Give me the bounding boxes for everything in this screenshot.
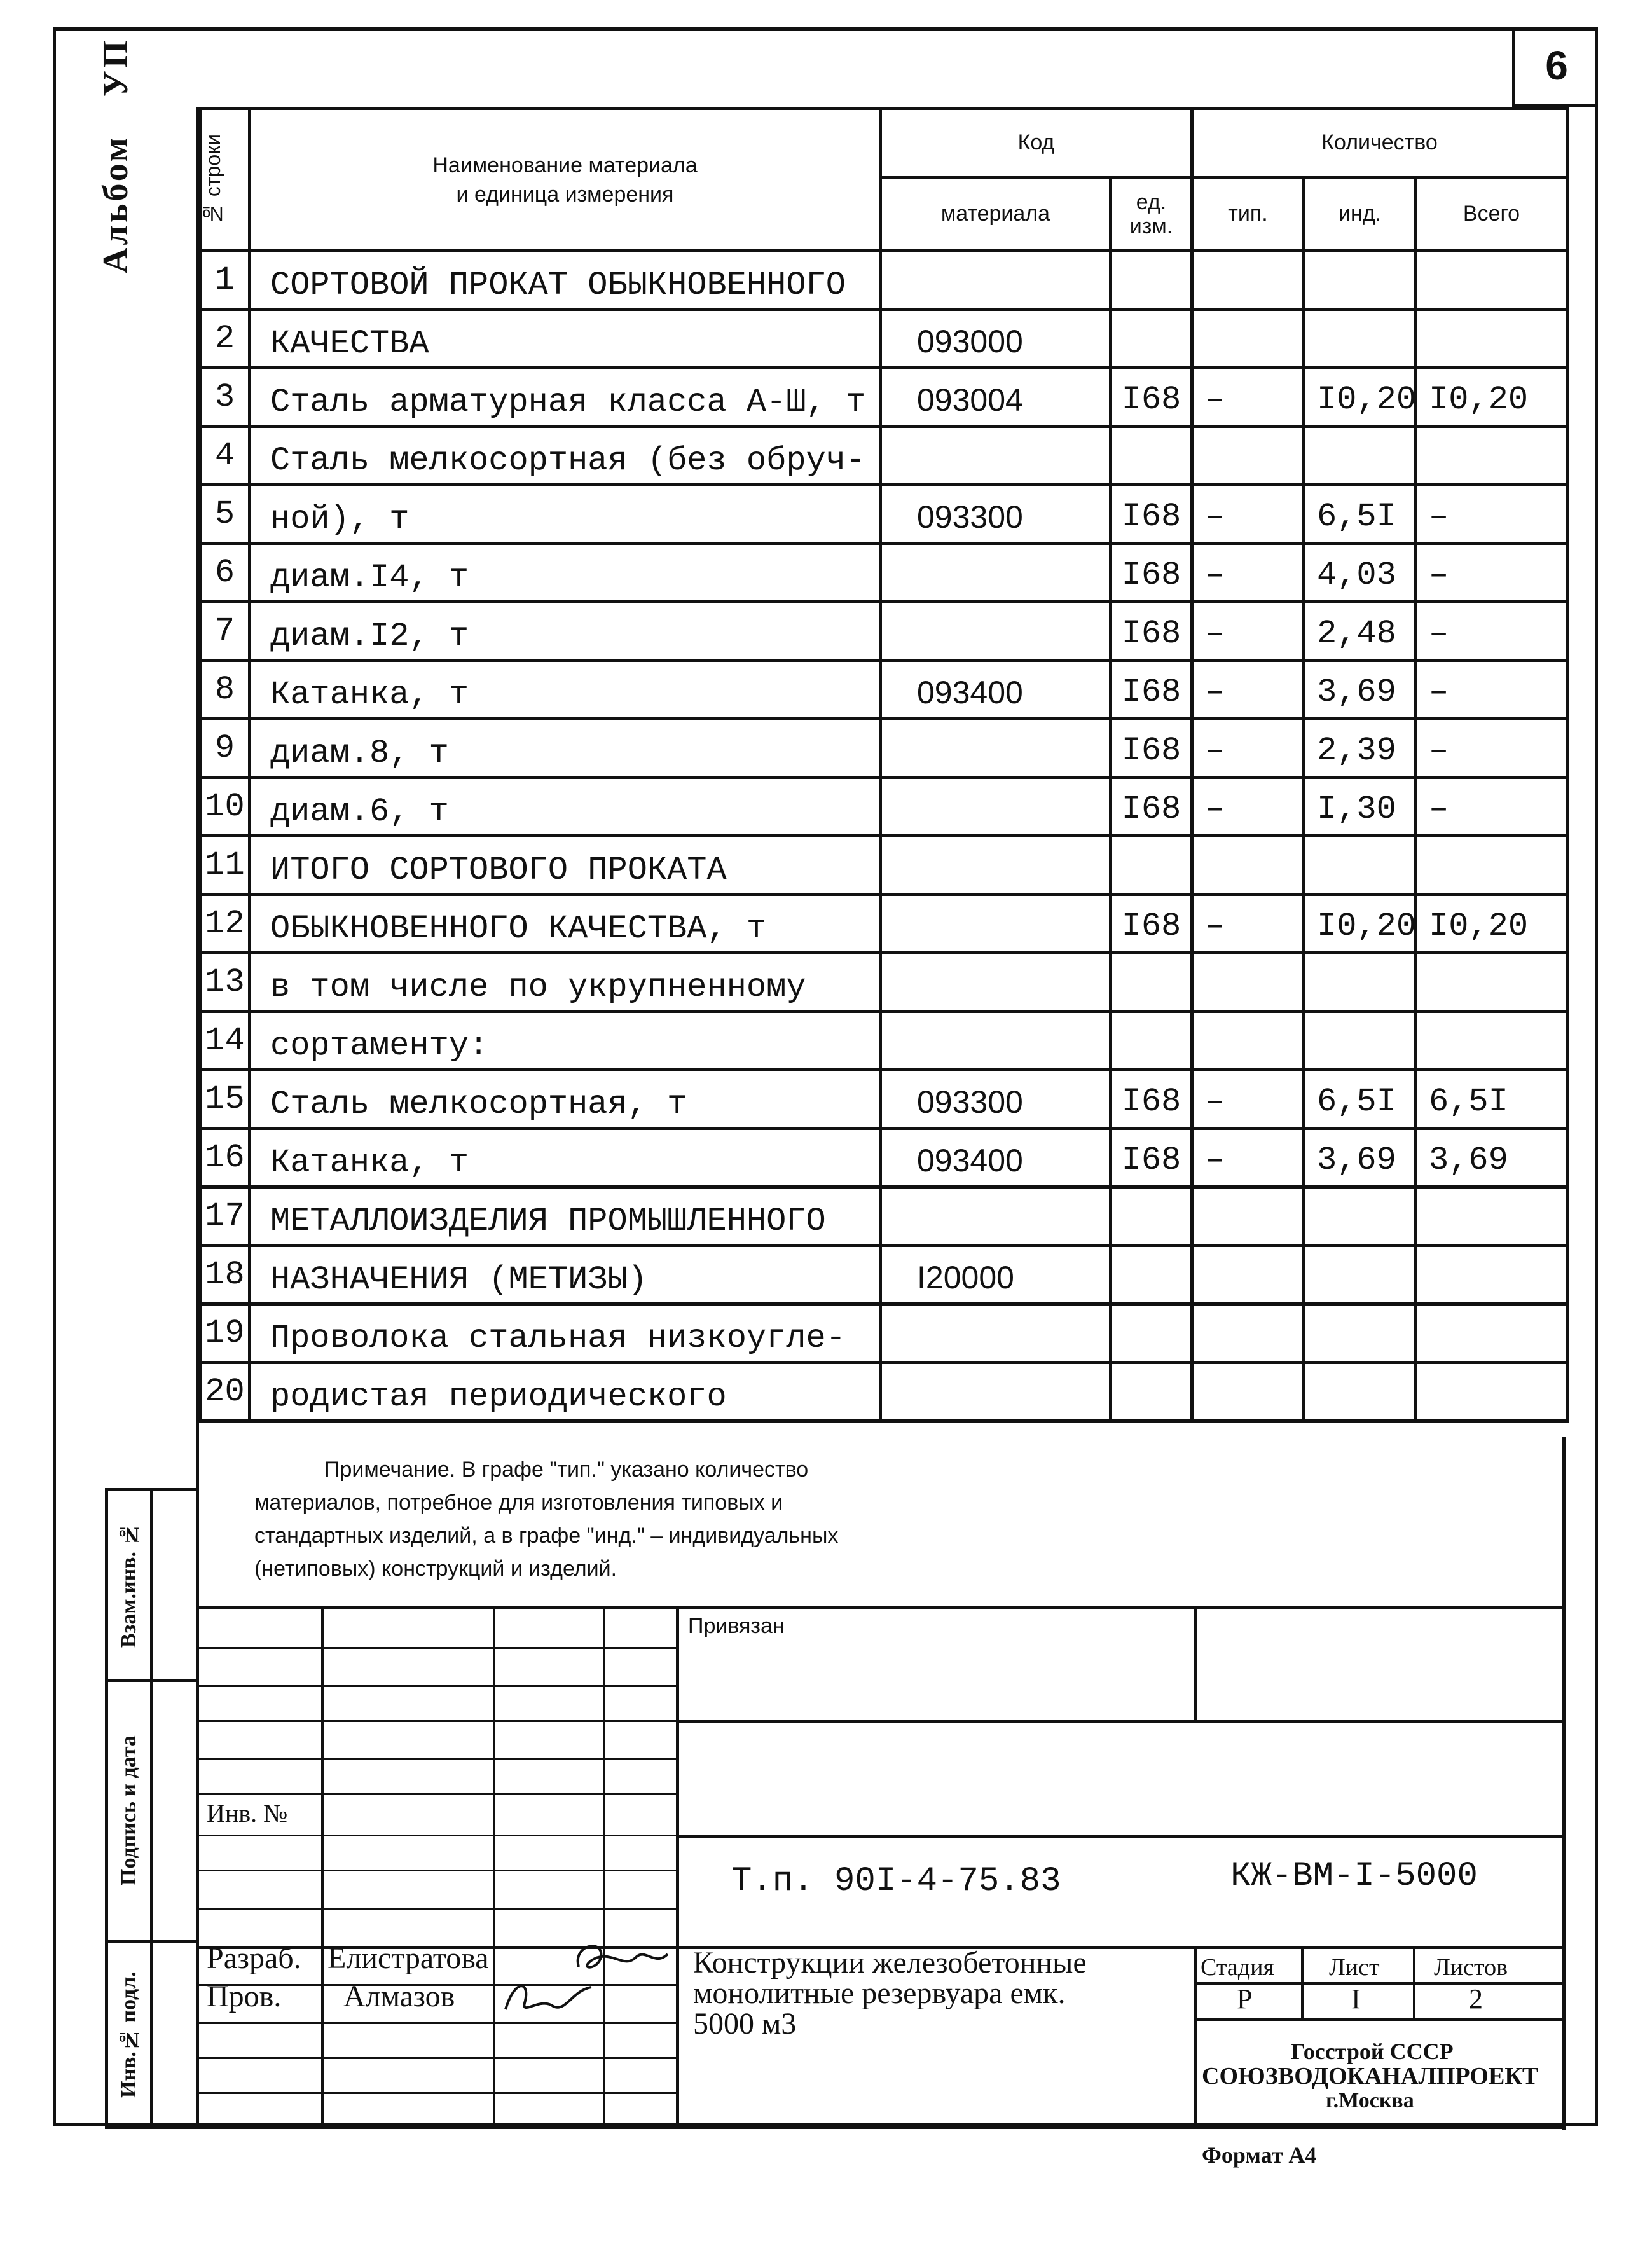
table-row (200, 1363, 1567, 1421)
org-line-1: Госстрой СССР (1291, 2039, 1454, 2064)
stamp-row (196, 1870, 678, 1871)
qty-total: 6,5I (1416, 1070, 1567, 1129)
table-row (200, 1129, 1567, 1187)
listov-label: Листов (1434, 1954, 1508, 1981)
qty-ind: 4,03 (1304, 544, 1416, 602)
qty-ind (1304, 1246, 1416, 1304)
table-row (200, 1246, 1567, 1304)
qty-total (1416, 1187, 1567, 1246)
header-qty-type: тип. (1192, 177, 1304, 251)
table-row (200, 1304, 1567, 1363)
material-name: в том числе по укрупненному (250, 953, 881, 1012)
stamp-row (196, 1793, 678, 1795)
header-quantity: Количество (1192, 109, 1567, 177)
title-line-1: Конструкции железобетонные (693, 1946, 1087, 1980)
stadia-value: Р (1237, 1983, 1253, 2015)
album-word: Альбом (96, 135, 135, 273)
table-row (200, 719, 1567, 778)
row-number: 20 (200, 1363, 250, 1421)
material-code: I20000 (881, 1246, 1111, 1304)
qty-ind: 2,39 (1304, 719, 1416, 778)
stamp-vline-1 (321, 1606, 324, 2127)
project-number: Т.п. 90I-4-75.83 (731, 1862, 1061, 1901)
qty-ind: 6,5I (1304, 1070, 1416, 1129)
qty-total: – (1416, 485, 1567, 544)
qty-ind (1304, 1012, 1416, 1070)
list-value: I (1351, 1983, 1361, 2015)
header-code-material: материала (881, 177, 1111, 251)
stamp-row (196, 1685, 678, 1687)
material-name: ИТОГО СОРТОВОГО ПРОКАТА (250, 836, 881, 895)
unit-code (1111, 427, 1192, 485)
stamp-vline-3 (603, 1606, 605, 2127)
material-name: диам.6, т (250, 778, 881, 836)
qty-ind (1304, 251, 1416, 310)
material-name: ной), т (250, 485, 881, 544)
prov-name: Алмазов (343, 1980, 455, 2013)
materials-table (198, 107, 1569, 1423)
qty-total: – (1416, 719, 1567, 778)
qty-ind: 3,69 (1304, 661, 1416, 719)
album-label (95, 38, 146, 273)
row-number: 18 (200, 1246, 250, 1304)
row-number: 10 (200, 778, 250, 836)
header-code: Код (881, 109, 1192, 177)
side-col-mid (150, 1488, 153, 2127)
note-line: материалов, потребное для изготовления типовых и (254, 1491, 783, 1515)
table-row (200, 1187, 1567, 1246)
qty-type: – (1192, 778, 1304, 836)
qty-total (1416, 1012, 1567, 1070)
material-code (881, 895, 1111, 953)
row-number: 16 (200, 1129, 250, 1187)
sheet-number: 6 (1512, 27, 1598, 107)
note-left-border (196, 107, 199, 2129)
material-code (881, 602, 1111, 661)
material-name: Катанка, т (250, 1129, 881, 1187)
material-code (881, 1304, 1111, 1363)
qty-type: – (1192, 485, 1304, 544)
note (254, 1453, 1094, 1585)
material-name: Сталь мелкосортная (без обруч- (250, 427, 881, 485)
unit-code (1111, 251, 1192, 310)
stamp-vline-4 (676, 1606, 679, 2127)
qty-type (1192, 836, 1304, 895)
qty-type (1192, 1304, 1304, 1363)
table-row (200, 836, 1567, 895)
side-label-inv-podl: Инв.№ подл. (117, 1971, 141, 2098)
note-line: (нетиповых) конструкций и изделий. (254, 1557, 617, 1581)
material-name: диам.I4, т (250, 544, 881, 602)
qty-ind (1304, 427, 1416, 485)
material-name: КАЧЕСТВА (250, 310, 881, 368)
table-row (200, 661, 1567, 719)
unit-code (1111, 1187, 1192, 1246)
row-number: 14 (200, 1012, 250, 1070)
qty-ind (1304, 1363, 1416, 1421)
org-line-3: г.Москва (1326, 2089, 1414, 2112)
table-row (200, 310, 1567, 368)
qty-ind (1304, 310, 1416, 368)
unit-code: I68 (1111, 368, 1192, 427)
qty-type (1192, 251, 1304, 310)
row-number: 2 (200, 310, 250, 368)
header-qty-ind: инд. (1304, 177, 1416, 251)
material-name: ОБЫКНОВЕННОГО КАЧЕСТВА, т (250, 895, 881, 953)
qty-type: – (1192, 895, 1304, 953)
unit-code: I68 (1111, 602, 1192, 661)
qty-total: – (1416, 602, 1567, 661)
material-name: НАЗНАЧЕНИЯ (МЕТИЗЫ) (250, 1246, 881, 1304)
unit-code: I68 (1111, 544, 1192, 602)
row-number: 8 (200, 661, 250, 719)
razrab-name: Елистратова (327, 1941, 489, 1975)
row-number: 6 (200, 544, 250, 602)
material-code (881, 719, 1111, 778)
qty-total (1416, 836, 1567, 895)
stamp-row (196, 2022, 678, 2024)
material-name: Катанка, т (250, 661, 881, 719)
qty-type: – (1192, 719, 1304, 778)
table-row (200, 485, 1567, 544)
qty-ind: 6,5I (1304, 485, 1416, 544)
stadia-label: Стадия (1201, 1954, 1274, 1981)
material-name: диам.8, т (250, 719, 881, 778)
qty-total: 3,69 (1416, 1129, 1567, 1187)
stamp-bottom (105, 2126, 1566, 2129)
material-code (881, 544, 1111, 602)
table-row (200, 953, 1567, 1012)
material-code (881, 251, 1111, 310)
inv-no-label: Инв. № (207, 1799, 288, 1828)
stamp-row (196, 1908, 678, 1910)
table-row (200, 1012, 1567, 1070)
unit-code (1111, 1363, 1192, 1421)
material-code: 093300 (881, 1070, 1111, 1129)
org-line-2: СОЮЗВОДОКАНАЛПРОЕКТ (1202, 2063, 1539, 2090)
qty-total: – (1416, 778, 1567, 836)
unit-code: I68 (1111, 895, 1192, 953)
side-col-div1 (105, 1679, 199, 1682)
privyazan-label: Привязан (688, 1614, 785, 1638)
razrab-label: Разраб. (207, 1941, 301, 1975)
album-number: УП (96, 38, 135, 97)
qty-ind: I0,20 (1304, 895, 1416, 953)
table-row (200, 427, 1567, 485)
qty-ind (1304, 1187, 1416, 1246)
title-line-2: монолитные резервуара емк. (693, 1976, 1066, 2010)
material-name: Сталь арматурная класса А-Ш, т (250, 368, 881, 427)
material-name: СОРТОВОЙ ПРОКАТ ОБЫКНОВЕННОГО (250, 251, 881, 310)
stamp-vline-2 (493, 1606, 495, 2127)
table-row (200, 778, 1567, 836)
row-number: 17 (200, 1187, 250, 1246)
unit-code: I68 (1111, 485, 1192, 544)
qty-ind: I0,20 (1304, 368, 1416, 427)
qty-total (1416, 251, 1567, 310)
table-row (200, 251, 1567, 310)
material-code (881, 836, 1111, 895)
side-label-podpis: Подпись и дата (117, 1735, 141, 1886)
row-number: 19 (200, 1304, 250, 1363)
qty-total (1416, 310, 1567, 368)
qty-ind (1304, 953, 1416, 1012)
qty-type: – (1192, 1070, 1304, 1129)
header-code-unit: ед. изм. (1111, 177, 1192, 251)
unit-code (1111, 310, 1192, 368)
unit-code (1111, 953, 1192, 1012)
material-code: 093400 (881, 661, 1111, 719)
table-row (200, 368, 1567, 427)
prov-label: Пров. (207, 1980, 282, 2013)
title-line-3: 5000 м3 (693, 2007, 797, 2041)
header-qty-total: Всего (1416, 177, 1567, 251)
qty-ind: 3,69 (1304, 1129, 1416, 1187)
stamp-row (196, 1647, 678, 1649)
qty-total: I0,20 (1416, 895, 1567, 953)
row-number: 4 (200, 427, 250, 485)
material-code: 093000 (881, 310, 1111, 368)
side-col-div2 (105, 1940, 199, 1943)
note-line: стандартных изделий, а в графе "инд." – индивидуальных (254, 1524, 839, 1548)
stamp-hline-privyazan (676, 1720, 1566, 1723)
unit-code: I68 (1111, 778, 1192, 836)
side-label-vzam: Взам.инв. № (117, 1522, 141, 1648)
qty-total (1416, 1304, 1567, 1363)
unit-code: I68 (1111, 1129, 1192, 1187)
table-row (200, 602, 1567, 661)
qty-type (1192, 310, 1304, 368)
material-name: сортаменту: (250, 1012, 881, 1070)
unit-code: I68 (1111, 661, 1192, 719)
qty-type: – (1192, 368, 1304, 427)
header-row-no: № строки (200, 109, 250, 251)
material-name: Сталь мелкосортная, т (250, 1070, 881, 1129)
unit-code: I68 (1111, 1070, 1192, 1129)
row-number: 11 (200, 836, 250, 895)
listov-value: 2 (1469, 1983, 1483, 2015)
side-col-top (105, 1488, 199, 1491)
qty-type: – (1192, 661, 1304, 719)
note-line: Примечание. В графе "тип." указано количество (324, 1457, 809, 1482)
qty-ind: I,30 (1304, 778, 1416, 836)
qty-type (1192, 1012, 1304, 1070)
qty-type (1192, 953, 1304, 1012)
stamp-vline-6 (1194, 1949, 1197, 2127)
stamp-hline-project (676, 1835, 1566, 1838)
material-code: 093004 (881, 368, 1111, 427)
qty-type (1192, 1187, 1304, 1246)
qty-ind: 2,48 (1304, 602, 1416, 661)
material-name: родистая периодического (250, 1363, 881, 1421)
row-number: 3 (200, 368, 250, 427)
qty-total: – (1416, 544, 1567, 602)
qty-type: – (1192, 1129, 1304, 1187)
qty-type: – (1192, 544, 1304, 602)
material-code: 093300 (881, 485, 1111, 544)
material-code (881, 1187, 1111, 1246)
qty-ind (1304, 836, 1416, 895)
unit-code (1111, 1246, 1192, 1304)
note-right-border (1562, 1437, 1566, 2130)
qty-total: – (1416, 661, 1567, 719)
row-number: 5 (200, 485, 250, 544)
material-name: Проволока стальная низкоугле- (250, 1304, 881, 1363)
material-code (881, 953, 1111, 1012)
qty-total (1416, 1246, 1567, 1304)
qty-type (1192, 427, 1304, 485)
side-col-outer (105, 1488, 108, 2127)
unit-code (1111, 1304, 1192, 1363)
qty-type: – (1192, 602, 1304, 661)
stamp-vline-5 (1194, 1606, 1197, 1722)
qty-type (1192, 1246, 1304, 1304)
unit-code (1111, 836, 1192, 895)
stamp-row (196, 1758, 678, 1760)
qty-total (1416, 953, 1567, 1012)
paper-format: Формат А4 (1202, 2142, 1317, 2168)
material-code: 093400 (881, 1129, 1111, 1187)
qty-total (1416, 1363, 1567, 1421)
stamp-row (196, 2057, 678, 2059)
qty-type (1192, 1363, 1304, 1421)
qty-total: I0,20 (1416, 368, 1567, 427)
row-number: 7 (200, 602, 250, 661)
unit-code (1111, 1012, 1192, 1070)
material-code (881, 427, 1111, 485)
signature-prov (496, 1971, 604, 2022)
stamp-row (196, 1835, 678, 1836)
qty-ind (1304, 1304, 1416, 1363)
row-number: 12 (200, 895, 250, 953)
qty-total (1416, 427, 1567, 485)
document-code: КЖ-ВМ-I-5000 (1230, 1857, 1478, 1896)
material-name: МЕТАЛЛОИЗДЕЛИЯ ПРОМЫШЛЕННОГО (250, 1187, 881, 1246)
material-code (881, 1363, 1111, 1421)
material-code (881, 778, 1111, 836)
row-number: 1 (200, 251, 250, 310)
material-name: диам.I2, т (250, 602, 881, 661)
unit-code: I68 (1111, 719, 1192, 778)
material-code (881, 1012, 1111, 1070)
stamp-row (196, 1720, 678, 1722)
stamp-top (196, 1606, 1566, 1609)
row-number: 13 (200, 953, 250, 1012)
table-row (200, 895, 1567, 953)
stamp-row (196, 2092, 678, 2094)
header-name: Наименование материала и единица измерения (250, 109, 881, 251)
table-row (200, 544, 1567, 602)
table-row (200, 1070, 1567, 1129)
stamp-hline-stadia2 (1194, 2018, 1566, 2021)
row-number: 9 (200, 719, 250, 778)
list-label: Лист (1329, 1954, 1380, 1981)
row-number: 15 (200, 1070, 250, 1129)
